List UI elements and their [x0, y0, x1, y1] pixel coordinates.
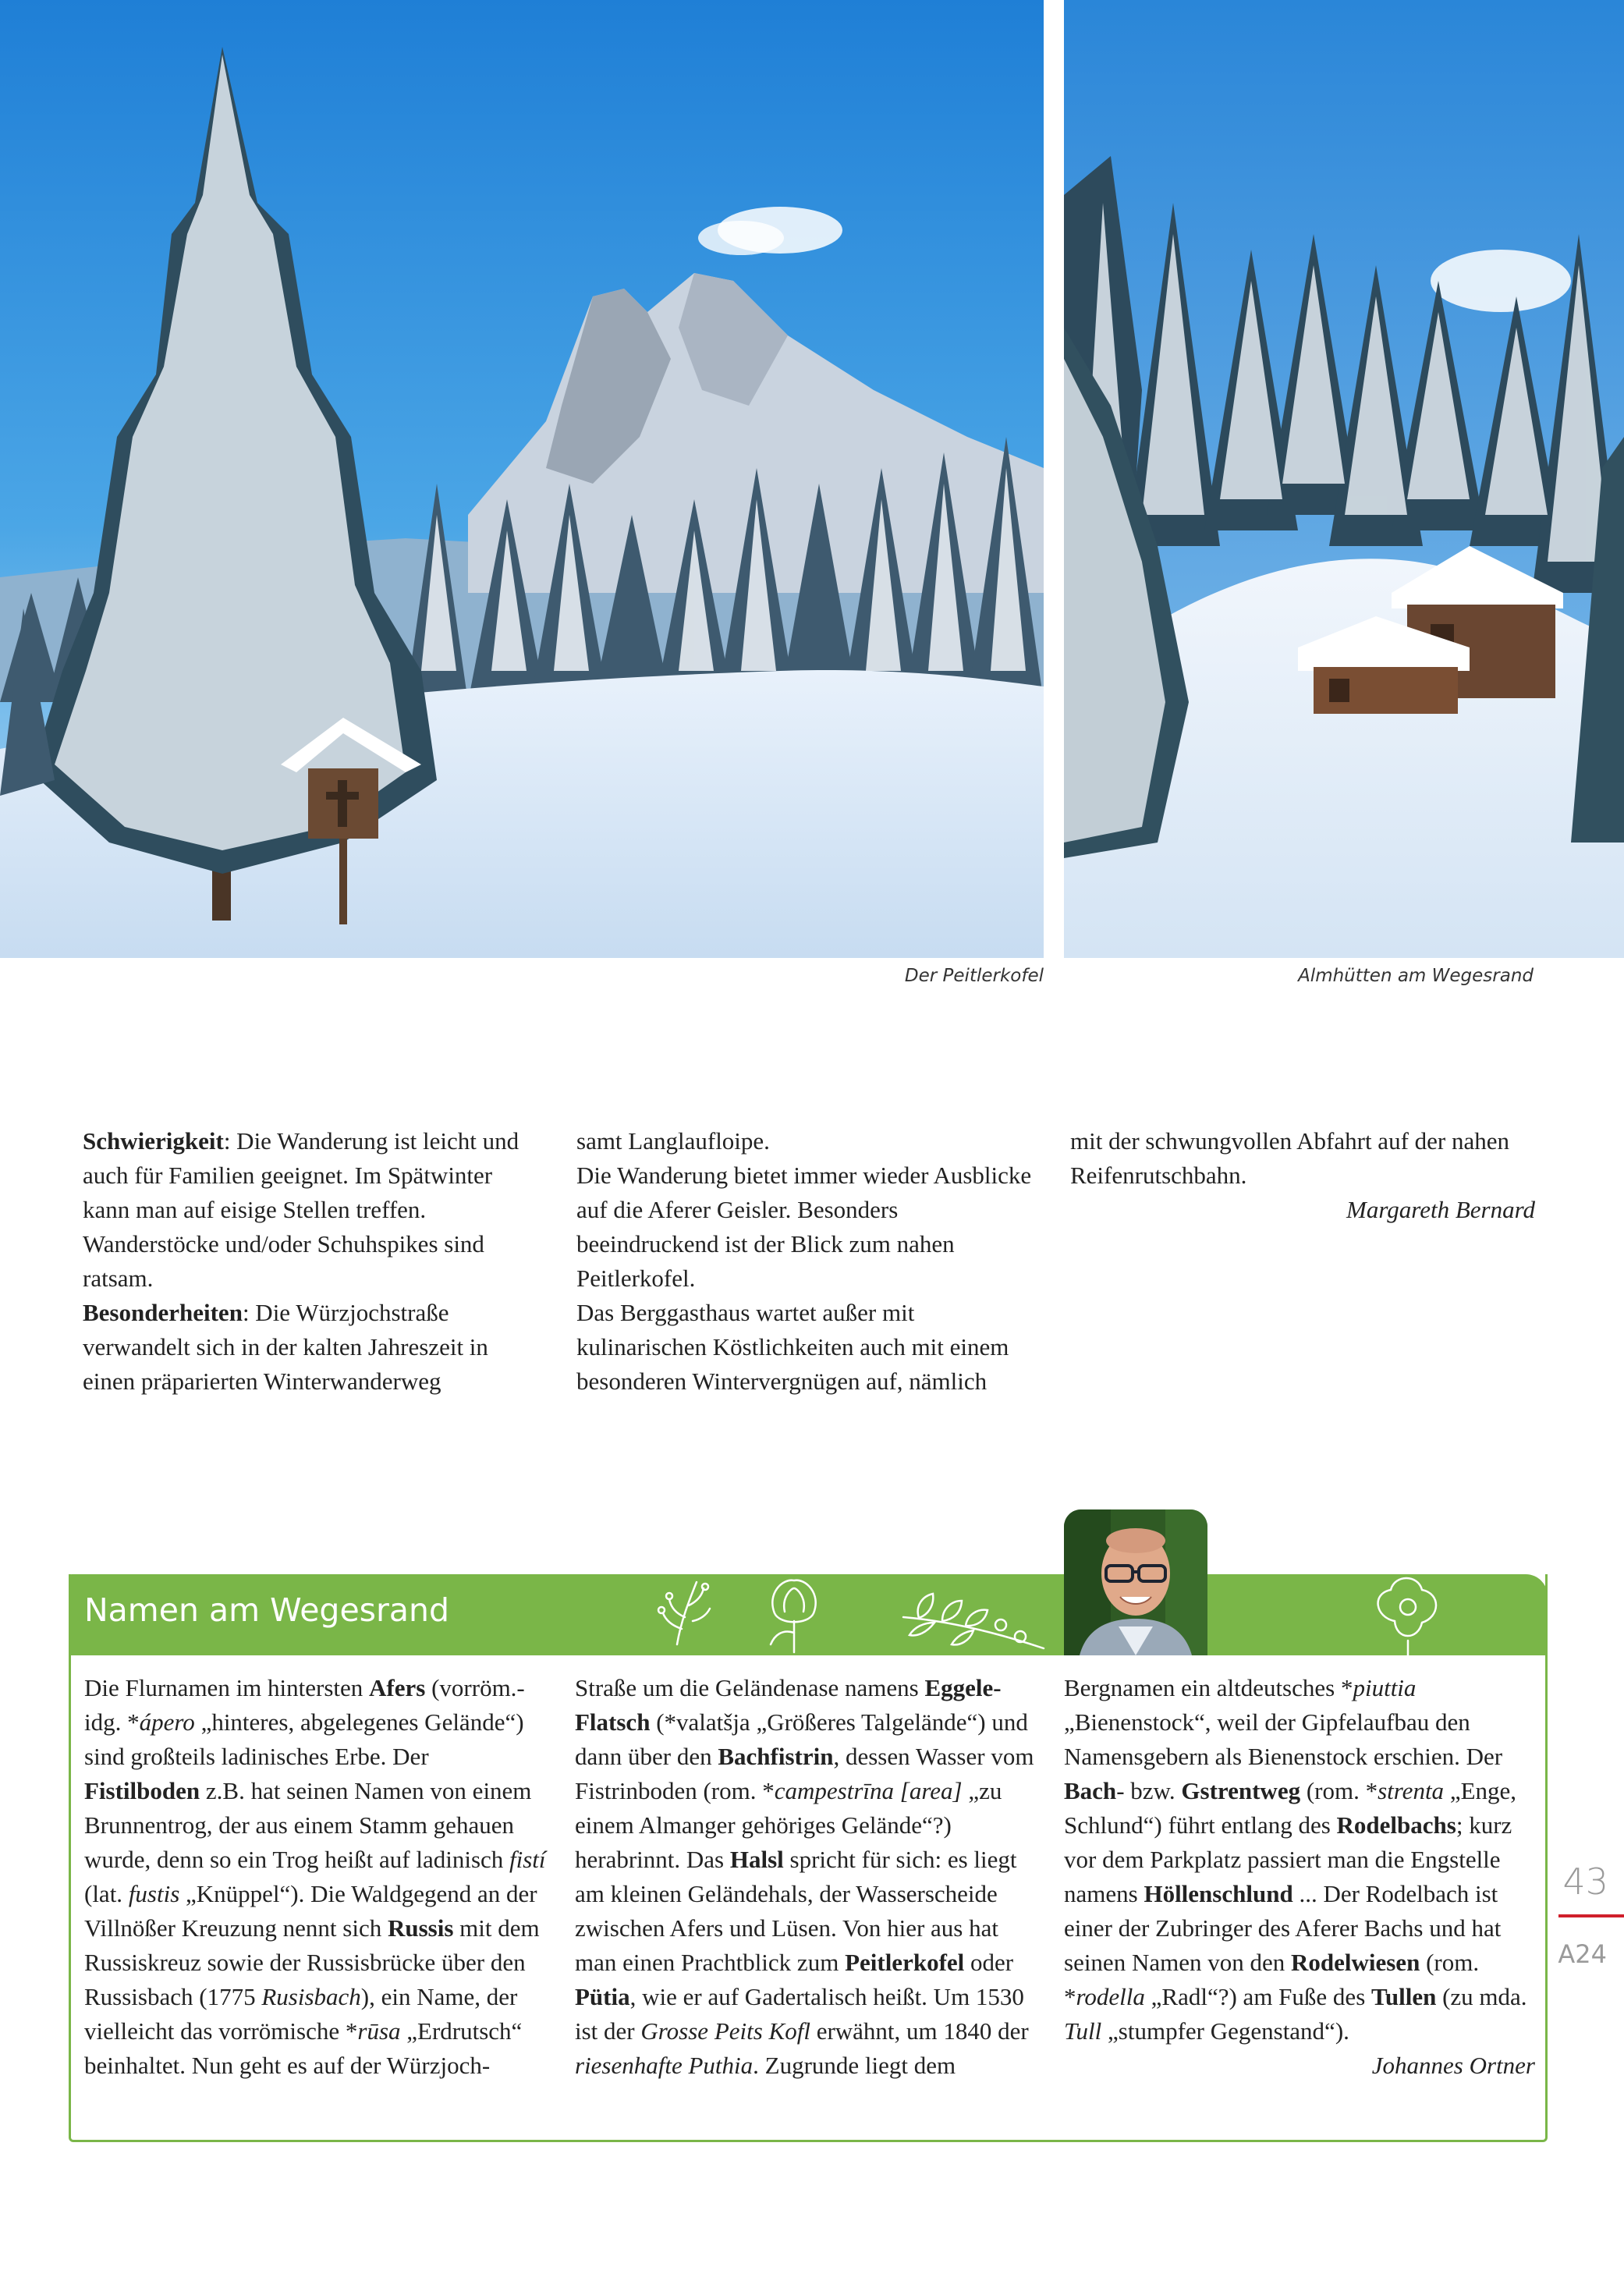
namebox-header [69, 1574, 1548, 1655]
namebox-paragraph: Straße um die Geländenase namens Eggele-Flatsch (*valatšja „Größeres Talgelände“) und dann über den Bachfistrin, dessen Wasser vom Fistrinboden (rom. *campestrīna [area] „zu einem Almanger gehöriges Gelände“?) herabrinnt. Das Halsl spricht für sich: es liegt am kleinen Geländehals, der Wasserscheide zwischen Afers und Lüsen. Von hier aus hat man einen Prachtblick zum Peitlerkofel oder Pütia, wie er auf Gadertalisch heißt. Um 1530 ist der Grosse Peits Kofl erwähnt, um 1840 der riesenhafte Puthia. Zugrunde liegt dem [575, 1674, 1034, 2079]
article-paragraph: samt Langlaufloipe. [576, 1127, 770, 1155]
photo-almhuetten [1064, 0, 1624, 958]
author-portrait [1064, 1509, 1207, 1655]
article-author: Margareth Bernard [1346, 1196, 1535, 1223]
page-number-rule [1558, 1914, 1624, 1917]
namebox-title: Namen am Wegesrand [84, 1591, 450, 1629]
page-number: 43 [1562, 1861, 1608, 1903]
difficulty-paragraph: Schwierigkeit: Die Wanderung ist leicht und auch für Familien geeignet. Im Spätwinter kann man auf eisige Stellen treffen. Wanderstöcke und/oder Schuhspikes sind ratsam. [83, 1127, 519, 1292]
article-column-2 [576, 1124, 1044, 1399]
article-paragraph: Die Wanderung bietet immer wieder Ausblicke auf die Aferer Geisler. Besonders beeindruckend ist der Blick zum nahen Peitlerkofel. [576, 1162, 1032, 1292]
namebox-paragraph: Die Flurnamen im hintersten Afers (vorröm.-idg. *ápero „hinteres, abgelegenes Gelände“) sind großteils ladinisches Erbe. Der Fistilboden z.B. hat seinen Namen von einem Brunnentrog, der aus einem Stamm gehauen wurde, denn so ein Trog heißt auf ladinisch fistí (lat. fustis „Knüppel“). Die Waldgegend an der Villnößer Kreuzung nennt sich Russis mit dem Russiskreuz sowie der Russisbrücke über den Russisbach (1775 Rusisbach), ein Name, der vielleicht das vorrömische *rūsa „Erdrutsch“ beinhaltet. Nun geht es auf der Würzjoch- [84, 1674, 546, 2079]
article-paragraph: Das Berggasthaus wartet außer mit kulinarischen Köstlichkeiten auch mit einem besonderen Wintervergnügen auf, nämlich [576, 1299, 1009, 1395]
namebox-column-2 [575, 1671, 1046, 2083]
photo-peitlerkofel [0, 0, 1044, 958]
photo-caption-left: Der Peitlerkofel [904, 966, 1044, 986]
namebox-column-1 [84, 1671, 549, 2083]
namebox-author: Johannes Ortner [1371, 2052, 1535, 2079]
photo-caption-right: Almhütten am Wegesrand [1298, 966, 1534, 986]
issue-code: A24 [1558, 1939, 1607, 1969]
article-column-1 [83, 1124, 543, 1399]
namebox-paragraph: Bergnamen ein altdeutsches *piuttia „Bienenstock“, weil der Gipfelaufbau den Namensgebern als Bienenstock erschien. Der Bach- bzw. Gstrentweg (rom. *strenta „Enge, Schlund“) führt entlang des Rodelbachs; kurz vor dem Parkplatz passiert man die Engstelle namens Höllenschlund ... Der Rodelbach ist einer der Zubringer des Aferer Bachs und hat seinen Namen von den Rodelwiesen (rom. *rodella „Radl“?) am Fuße des Tullen (zu mda. Tull „stumpfer Gegenstand“). [1064, 1674, 1527, 2045]
article-paragraph: mit der schwungvollen Abfahrt auf der nahen Reifenrutschbahn. [1070, 1127, 1509, 1189]
highlights-paragraph: Besonderheiten: Die Würzjochstraße verwandelt sich in der kalten Jahreszeit in einen präparierten Winterwanderweg [83, 1299, 488, 1395]
namebox-column-3 [1064, 1671, 1535, 2083]
article-column-3 [1070, 1124, 1535, 1227]
